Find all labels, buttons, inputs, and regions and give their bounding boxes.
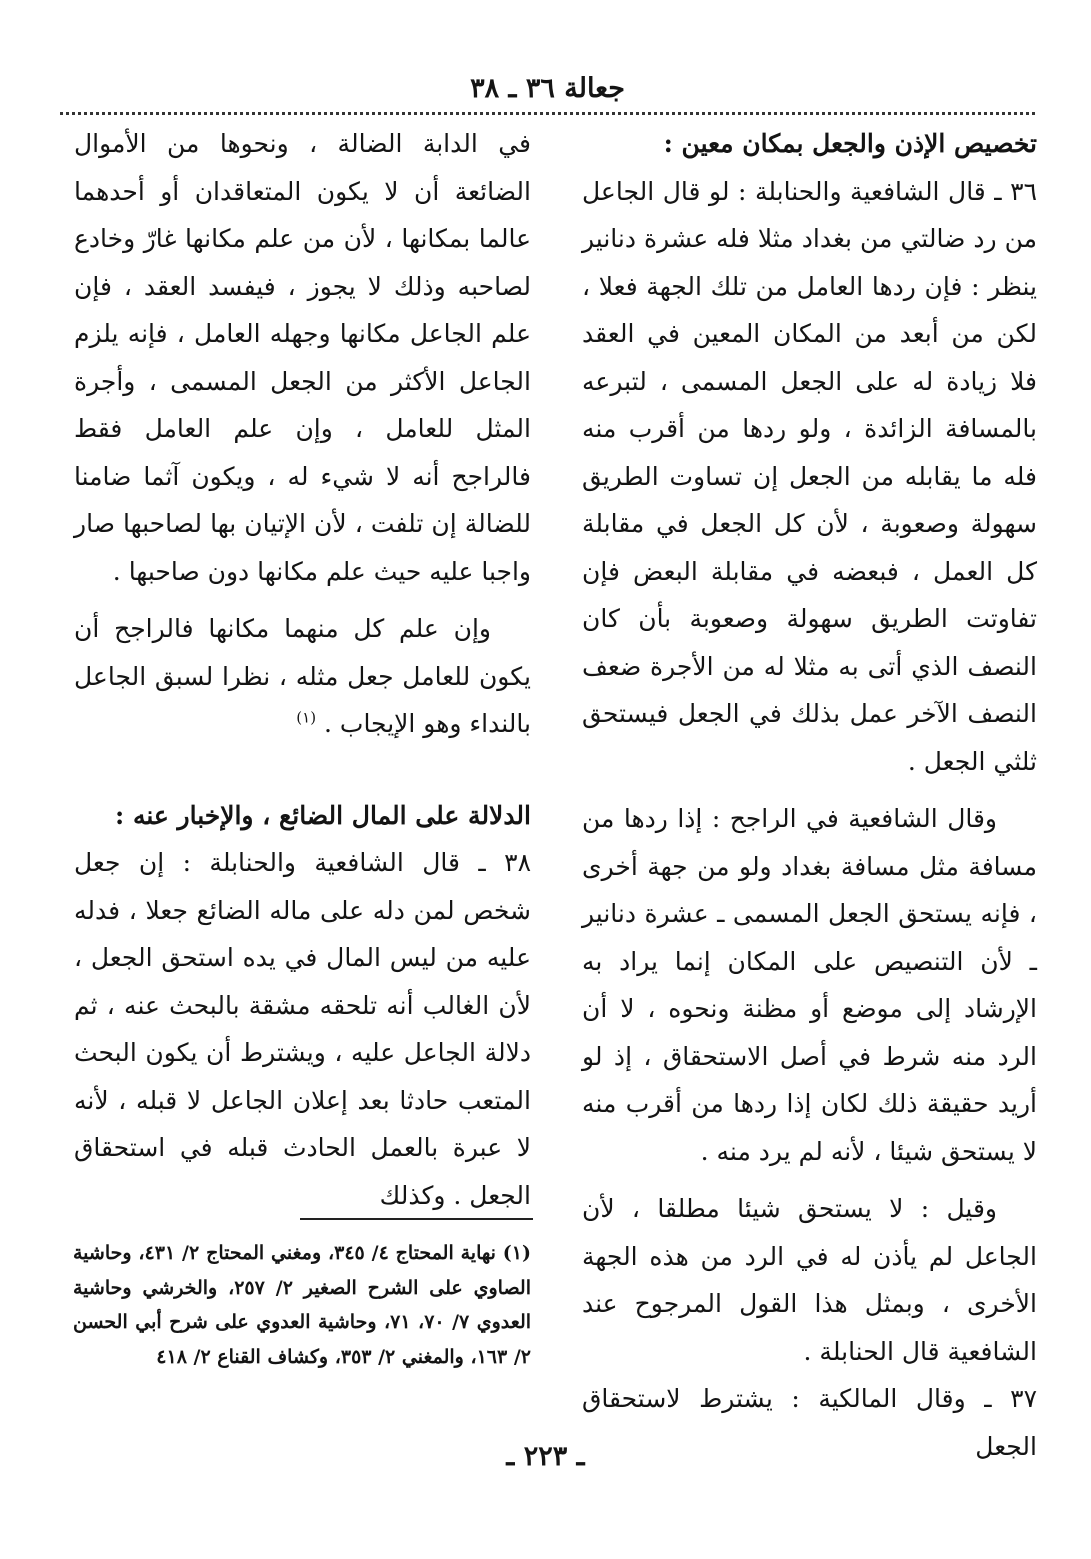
footnotes [73,1236,531,1374]
paragraph-36: ٣٦ ـ قال الشافعية والحنابلة : لو قال الجاعل من رد ضالتي من بغداد مثلا فله عشرة دنانير ينظر : فإن ردها العامل من تلك الجهة فعلا ، لكن من أبعد من المكان المعين في العقد فلا زيادة له على الجعل المسمى ، لتبرعه بالمسافة الزائدة ، ولو ردها من أقرب منه فله ما يقابله من الجعل إن تساوت الطريق سهولة وصعوبة ، لأن كل الجعل في مقابلة كل العمل ، فبعضه في مقابلة البعض فإن تفاوتت الطريق سهولة وصعوبة بأن كان النصف الذي أتى به مثلا له من الأجرة ضعف النصف الآخر عمل بذلك في الجعل فيستحق ثلثي الجعل . [582,176,1037,776]
paragraph-gap [582,785,1037,795]
section-gap [74,748,531,792]
section-heading-indication: الدلالة على المال الضائع ، والإخبار عنه : [115,800,531,830]
paragraph-38: ٣٨ ـ قال الشافعية والحنابلة : إن جعل شخص لمن دله على ماله الضائع جعلا ، فدله عليه من ليس المال في يده استحق الجعل ، لأن الغالب أنه تلحقه مشقة بالبحث عنه ، ثم دلالة الجاعل عليه ، ويشترط أن يكون البحث المتعب حادثا بعد إعلان الجاعل لا قبله ، لأنه لا عبرة بالعمل الحادث قبله في استحقاق الجعل . وكذلك [74,848,531,1210]
left-column [74,120,531,1219]
paragraph-shafii-preferred: وقال الشافعية في الراجح : إذا ردها من مسافة مثل مسافة بغداد ولو من جهة أخرى ، فإنه يستحق الجعل المسمى ـ عشرة دنانير ـ لأن التنصيص على المكان إنما يراد به الإرشاد إلى موضع أو مظنة ونحوه ، لا أن الرد منه شرط في أصل الاستحقاق ، إذ لو أريد حقيقة ذلك لكان إذا ردها من أقرب منه لا يستحق شيئا ، لأنه لم يرد منه . [582,804,1037,1166]
right-column [582,120,1037,1470]
page-number: ـ ٢٢٣ ـ [506,1441,585,1472]
paragraph-37-continued: في الدابة الضالة ، ونحوها من الأموال الضائعة أن لا يكون المتعاقدان أو أحدهما عالما بمكانها ، لأن من علم مكانها غارّ وخادع لصاحبه وذلك لا يجوز ، فيفسد العقد ، فإن علم الجاعل مكانها وجهله العامل ، فإنه يلزم الجاعل الأكثر من الجعل المسمى ، وأجرة المثل للعامل ، وإن علم العامل فقط فالراجح أنه لا شيء له ، ويكون آثما ضامنا للضالة إن تلفت ، لأن الإتيان بها لصاحبها صار واجبا عليه حيث علم مكانها دون صاحبها . [74,129,531,586]
paragraph-both-know-text: وإن علم كل منهما مكانها فالراجح أن يكون للعامل جعل مثله ، نظرا لسبق الجاعل بالنداء وهو الإيجاب . [74,614,531,738]
footnote-1: (١) نهاية المحتاج ٤/ ٣٤٥، ومغني المحتاج ٢/ ٤٣١، وحاشية الصاوي على الشرح الصغير ٢/ ٢٥٧، والخرشي وحاشية العدوي ٧/ ٧٠، ٧١، وحاشية العدوي على شرح أبي الحسن ٢/ ١٦٣، والمغني ٢/ ٣٥٣، وكشاف القناع ٢/ ٤١٨ [73,1242,532,1368]
paragraph-gap [74,595,531,605]
paragraph-both-know [74,605,531,748]
footnote-reference: (١) [296,708,317,727]
footnote-separator [300,1218,533,1220]
running-header: جعالة ٣٦ ـ ٣٨ [470,73,625,104]
header-dotted-rule [60,112,1035,115]
paragraph-37: ٣٧ ـ وقال المالكية : يشترط لاستحقاق الجعل [582,1384,1037,1461]
paragraph-gap [582,1175,1037,1185]
section-heading-specification: تخصيص الإذن والجعل بمكان معين : [663,129,1037,158]
paragraph-alternative-view: وقيل : لا يستحق شيئا مطلقا ، لأن الجاعل لم يأذن له في الرد من هذه الجهة الأخرى ، وبمثل هذا القول المرجوح عند الشافعية قال الحنابلة . [582,1194,1037,1366]
